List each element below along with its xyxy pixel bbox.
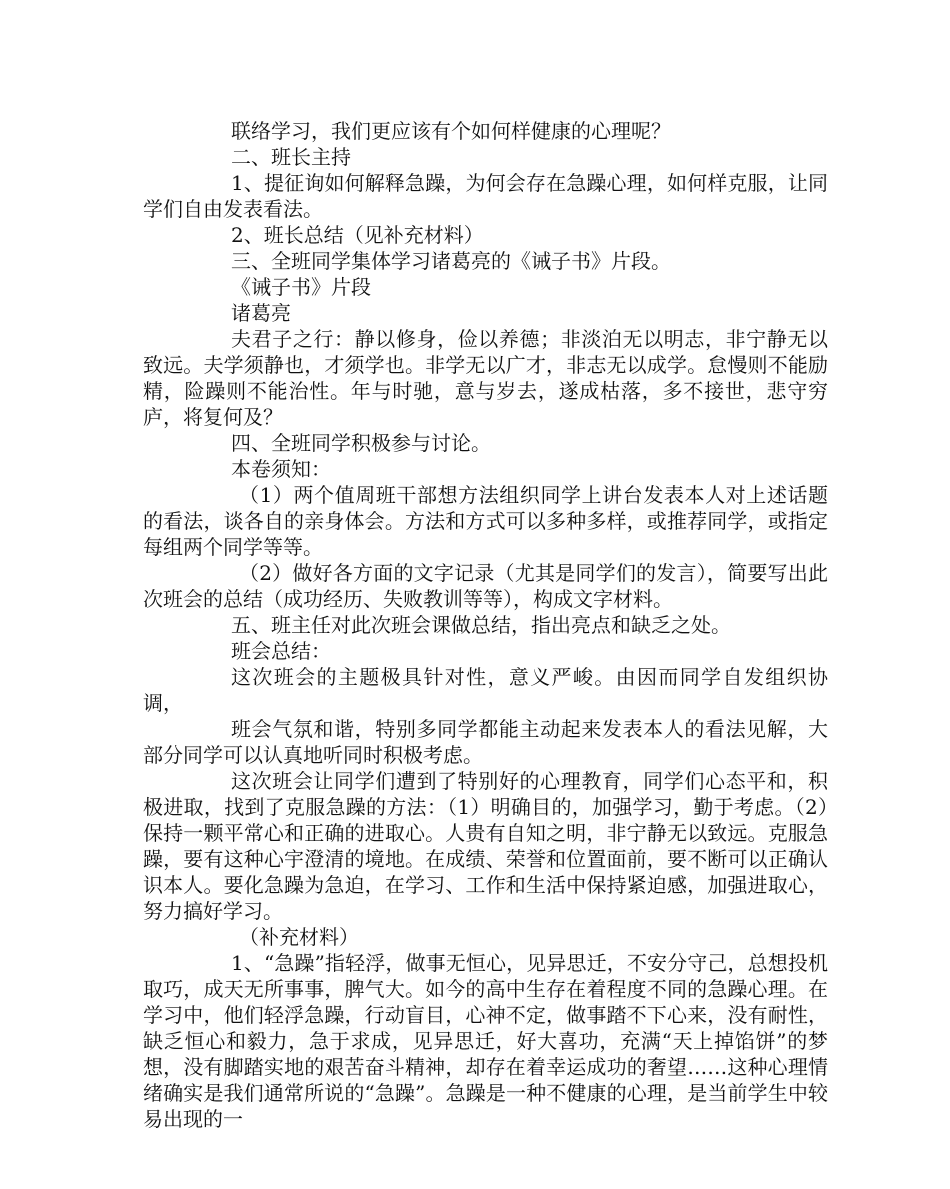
paragraph-note-2: （2）做好各方面的文字记录（尤其是同学们的发言），简要写出此次班会的总结（成功经历、失败教训等等），构成文字材料。 — [143, 561, 828, 611]
document-body — [143, 118, 828, 1132]
heading-monitor-host: 二、班长主持 — [231, 145, 351, 169]
paragraph-summary-1: 这次班会的主题极具针对性，意义严峻。由因而同学自发组织协调， — [143, 665, 828, 715]
paragraph-item-1: 1、提征询如何解释急躁，为何会存在急躁心理，如何样克服，让同学们自由发表看法。 — [143, 171, 828, 221]
heading-supplement: （补充材料） — [239, 925, 359, 949]
paragraph-summary-2: 班会气氛和谐，特别多同学都能主动起来发表本人的看法见解，大部分同学可以认真地听同时积极考虑。 — [143, 717, 828, 767]
heading-group-study: 三、全班同学集体学习诸葛亮的《诫子书》片段。 — [231, 249, 671, 273]
heading-meeting-summary: 班会总结： — [231, 639, 331, 663]
paragraph-summary-3: 这次班会让同学们遭到了特别好的心理教育，同学们心态平和，积极进取，找到了克服急躁的方法：（1）明确目的，加强学习，勤于考虑。（2）保持一颗平常心和正确的进取心。人贵有自知之明，非宁静无以致远。克服急躁，要有这种心宇澄清的境地。在成绩、荣誉和位置面前，要不断可以正确认识本人。要化急躁为急迫，在学习、工作和生活中保持紧迫感，加强进取心，努力搞好学习。 — [143, 769, 828, 923]
paragraph-supplement-1: 1、“急躁”指轻浮，做事无恒心，见异思迁，不安分守己，总想投机取巧，成天无所事事，脾气大。如今的高中生存在着程度不同的急躁心理。在学习中，他们轻浮急躁，行动盲目，心神不定，做事踏不下心来，没有耐性，缺乏恒心和毅力，急于求成，见异思迁，好大喜功，充满“天上掉馅饼”的梦想，没有脚踏实地的艰苦奋斗精神，却存在着幸运成功的奢望……这种心理情绪确实是我们通常所说的“急躁”。急躁是一种不健康的心理，是当前学生中较易出现的一 — [143, 951, 828, 1131]
heading-discussion: 四、全班同学积极参与讨论。 — [231, 431, 491, 455]
paragraph-item-2: 2、班长总结（见补充材料） — [231, 223, 484, 247]
text-title: 《诫子书》片段 — [231, 275, 371, 299]
heading-teacher-summary: 五、班主任对此次班会课做总结，指出亮点和缺乏之处。 — [231, 613, 731, 637]
text-author: 诸葛亮 — [231, 301, 291, 325]
paragraph-note-1: （1）两个值周班干部想方法组织同学上讲台发表本人对上述话题的看法，谈各自的亲身体会。方法和方式可以多种多样，或推荐同学，或指定每组两个同学等等。 — [143, 483, 828, 559]
paragraph-intro-question: 联络学习，我们更应该有个如何样健康的心理呢？ — [231, 119, 671, 143]
heading-notes: 本卷须知： — [231, 457, 331, 481]
paragraph-classic-text: 夫君子之行：静以修身，俭以养德；非淡泊无以明志，非宁静无以致远。夫学须静也，才须学也。非学无以广才，非志无以成学。怠慢则不能励精，险躁则不能治性。年与时驰，意与岁去，遂成枯落，多不接世，悲守穷庐，将复何及？ — [143, 327, 828, 429]
